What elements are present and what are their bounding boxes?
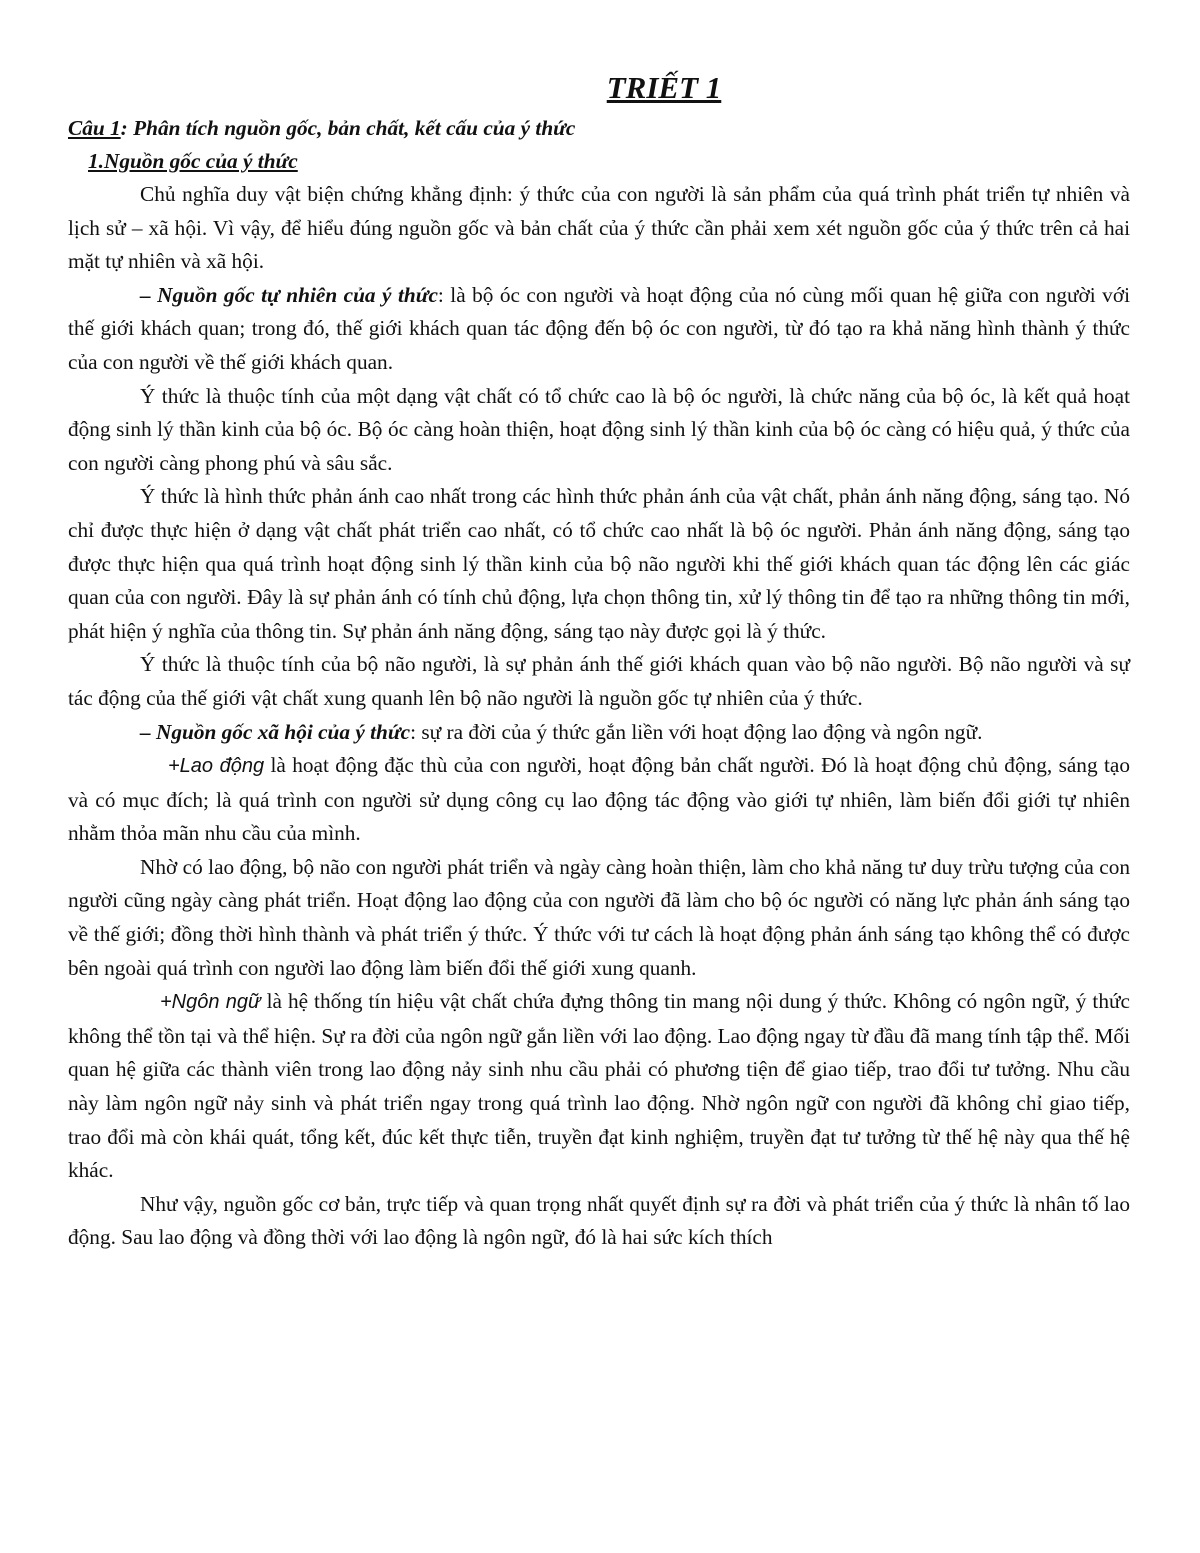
paragraph: Ý thức là hình thức phản ánh cao nhất trong các hình thức phản ánh của vật chất, phản ánh năng động, sáng tạo. Nó chỉ được thực hiện ở dạng vật chất phát triển cao nhất, có tổ chức cao nhất là bộ óc người. Phản ánh năng động, sáng tạo được thực hiện qua quá trình hoạt động sinh lý thần kinh của bộ não người khi thế giới khách quan tác động lên các giác quan của con người. Đây là sự phản ánh có tính chủ động, lựa chọn thông tin, xử lý thông tin để tạo ra những thông tin mới, phát hiện ý nghĩa của thông tin. Sự phản ánh năng động, sáng tạo này được gọi là ý thức.	[68, 484, 1130, 643]
paragraph-text: là hoạt động đặc thù của con người, hoạt động bản chất người. Đó là hoạt động chủ động, sáng tạo và có mục đích; là quá trình con người sử dụng công cụ lao động tác động vào giới tự nhiên, làm biến đổi giới tự nhiên nhằm thỏa mãn nhu cầu của mình.	[68, 753, 1130, 846]
paragraph-lead: – Nguồn gốc tự nhiên của ý thức	[140, 282, 438, 307]
document-title: TRIẾT 1	[606, 70, 722, 105]
question-text: : Phân tích nguồn gốc, bản chất, kết cấu của ý thức	[120, 116, 576, 140]
paragraph: Nhờ có lao động, bộ não con người phát triển và ngày càng hoàn thiện, làm cho khả năng tư duy trừu tượng của con người cũng ngày càng phát triển. Hoạt động lao động của con người đã làm cho bộ óc người có năng lực phản ánh sáng tạo về thế giới; đồng thời hình thành và phát triển ý thức. Ý thức với tư cách là hoạt động phản ánh sáng tạo không thể có được bên ngoài quá trình con người lao động làm biến đổi thế giới xung quanh.	[68, 854, 1130, 980]
question-heading	[68, 112, 1130, 145]
paragraph	[68, 749, 1130, 851]
paragraph: Như vậy, nguồn gốc cơ bản, trực tiếp và quan trọng nhất quyết định sự ra đời và phát triển của ý thức là nhân tố lao động. Sau lao động và đồng thời với lao động là ngôn ngữ, đó là hai sức kích thích	[68, 1191, 1130, 1250]
paragraph-text: : sự ra đời của ý thức gắn liền với hoạt động lao động và ngôn ngữ.	[410, 719, 983, 744]
paragraph	[68, 985, 1130, 1188]
paragraph-lead: – Nguồn gốc xã hội của ý thức	[140, 719, 411, 744]
paragraph-text: : là bộ óc con người và hoạt động của nó cùng mối quan hệ giữa con người với thế giới khách quan; trong đó, thế giới khách quan tác động đến bộ óc con người, từ đó tạo ra khả năng hình thành ý thức của con người về thế giới khách quan.	[68, 282, 1131, 374]
section-heading: 1.Nguồn gốc của ý thức	[88, 149, 298, 173]
paragraph	[68, 716, 1130, 750]
paragraph: Ý thức là thuộc tính của một dạng vật chất có tổ chức cao là bộ óc người, là chức năng của bộ óc, là kết quả hoạt động sinh lý thần kinh của bộ óc. Bộ óc càng hoàn thiện, hoạt động sinh lý thần kinh của bộ óc càng có hiệu quả, ý thức của con người càng phong phú và sâu sắc.	[68, 383, 1130, 475]
paragraph-text: là hệ thống tín hiệu vật chất chứa đựng thông tin mang nội dung ý thức. Không có ngôn ngữ, ý thức không thể tồn tại và thể hiện. Sự ra đời của ngôn ngữ gắn liền với lao động. Lao động ngay từ đầu đã mang tính tập thể. Mối quan hệ giữa các thành viên trong lao động nảy sinh nhu cầu phải có phương tiện để giao tiếp, trao đổi tư tưởng. Nhu cầu này làm ngôn ngữ nảy sinh và phát triển ngay trong quá trình lao động. Nhờ ngôn ngữ con người đã không chỉ giao tiếp, trao đổi mà còn khái quát, tổng kết, đúc kết thực tiễn, truyền đạt kinh nghiệm, truyền đạt tư tưởng từ thế hệ này qua thế hệ khác.	[68, 989, 1130, 1183]
document-page	[68, 64, 1130, 1255]
paragraph: Ý thức là thuộc tính của bộ não người, là sự phản ánh thế giới khách quan vào bộ não người. Bộ não người và sự tác động của thế giới vật chất xung quanh lên bộ não người là nguồn gốc tự nhiên của ý thức.	[68, 652, 1130, 710]
question-label: Câu 1	[68, 116, 121, 140]
paragraph-italic-lead: +Ngôn ngữ	[160, 991, 261, 1014]
paragraph	[68, 279, 1130, 380]
paragraph: Chủ nghĩa duy vật biện chứng khẳng định: ý thức của con người là sản phẩm của quá trình phát triển tự nhiên và lịch sử – xã hội. Vì vậy, để hiểu đúng nguồn gốc và bản chất của ý thức cần phải xem xét nguồn gốc của ý thức trên cả hai mặt tự nhiên và xã hội.	[68, 182, 1130, 274]
paragraph-italic-lead: +Lao động	[168, 755, 265, 778]
